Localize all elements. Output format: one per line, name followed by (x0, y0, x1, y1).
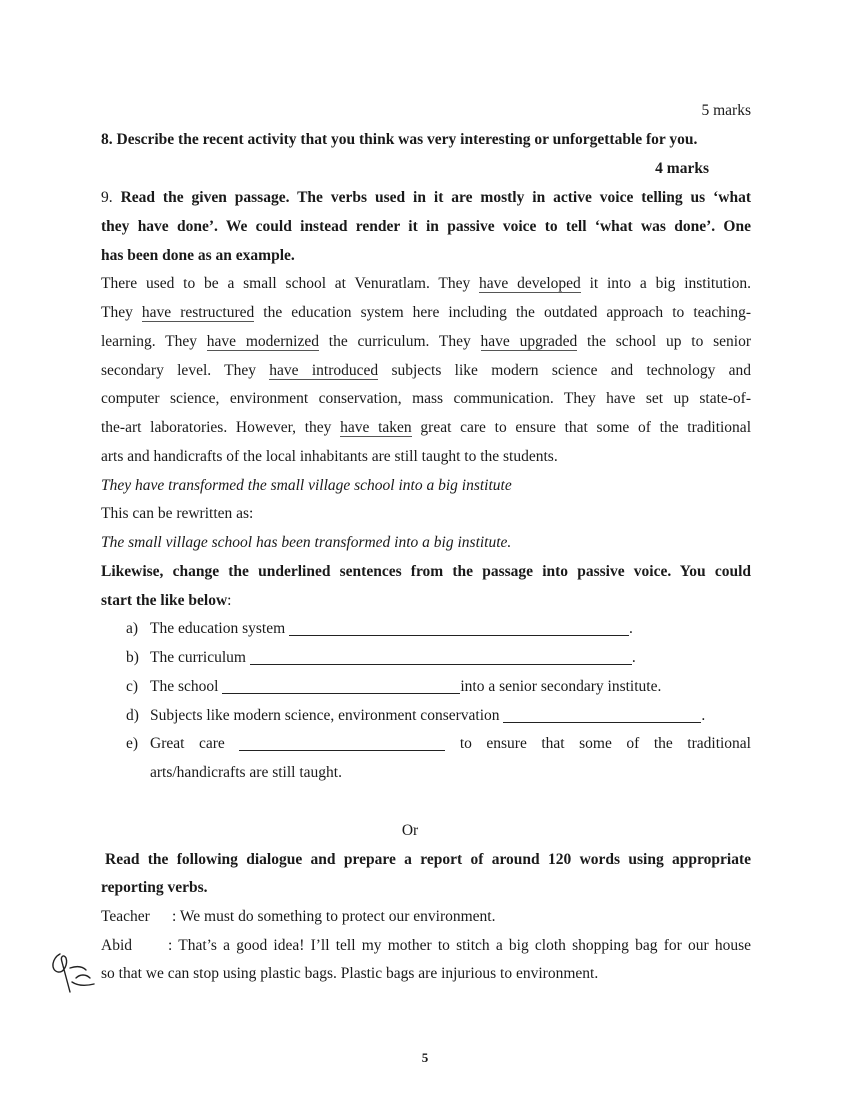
passage-line-6: the-art laboratories. However, they have taken great care to ensure that some of the traditional (101, 419, 751, 436)
answer-blank[interactable] (239, 734, 445, 751)
dialogue-intro-line-1: Read the following dialogue and prepare a report of around 120 words using appropriate (105, 851, 751, 868)
item-d: Subjects like modern science, environment conservation . (150, 707, 706, 724)
item-a: The education system . (150, 620, 633, 637)
underlined-verb: have modernized (206, 333, 320, 350)
underlined-verb: have upgraded (480, 333, 578, 350)
dialogue-intro-line-2: reporting verbs. (101, 879, 208, 896)
passage-line-1: There used to be a small school at Venuratlam. They have developed it into a big institution. (101, 275, 751, 292)
teacher-line: : We must do something to protect our environment. (172, 908, 496, 925)
example-active: They have transformed the small village school into a big institute (101, 477, 512, 494)
passage-line-3: learning. They have modernized the curriculum. They have upgraded the school up to senior (101, 333, 751, 350)
answer-blank[interactable] (222, 677, 460, 694)
item-label: d) (126, 707, 139, 724)
underlined-verb: have restructured (141, 304, 255, 321)
q9-intro-line-3: has been done as an example. (101, 247, 295, 264)
answer-blank[interactable] (289, 619, 629, 636)
underlined-verb: have developed (479, 275, 581, 292)
handwritten-signature (46, 948, 98, 998)
speaker-abid: Abid (101, 937, 132, 954)
passage-line-4: secondary level. They have introduced subjects like modern science and technology and (101, 362, 751, 379)
passage-line-5: computer science, environment conservation, mass communication. They have set up state-of- (101, 390, 751, 407)
item-label: a) (126, 620, 139, 637)
abid-line-continuation: so that we can stop using plastic bags. Plastic bags are injurious to environment. (101, 965, 599, 982)
item-label: c) (126, 678, 139, 695)
passage-line-2: They have restructured the education system here including the outdated approach to teaching- (101, 304, 751, 321)
underlined-verb: have taken (340, 419, 412, 436)
item-b: The curriculum . (150, 649, 636, 666)
item-label: b) (126, 649, 139, 666)
instruction-line-1: Likewise, change the underlined sentences from the passage into passive voice. You could (101, 563, 751, 580)
q8-question: 8. Describe the recent activity that you think was very interesting or unforgettable for you. (101, 131, 698, 148)
answer-blank[interactable] (503, 706, 701, 723)
answer-blank[interactable] (250, 648, 632, 665)
speaker-teacher: Teacher (101, 908, 150, 925)
q9-intro-line-2: they have done’. We could instead render it in passive voice to tell ‘what was done’. One (101, 218, 751, 235)
item-e: Great care to ensure that some of the traditional (150, 735, 751, 752)
passage-line-7: arts and handicrafts of the local inhabitants are still taught to the students. (101, 448, 558, 465)
rewrite-label: This can be rewritten as: (101, 505, 254, 522)
q8-marks: 4 marks (655, 160, 709, 177)
item-c: The school into a senior secondary institute. (150, 678, 662, 695)
abid-line: : That’s a good idea! I’ll tell my mother to stitch a big cloth shopping bag for our house (168, 937, 751, 954)
page-number: 5 (421, 1050, 429, 1065)
q9-intro-line-1: 9. Read the given passage. The verbs used in it are mostly in active voice telling us ‘what (101, 189, 751, 206)
item-e-continuation: arts/handicrafts are still taught. (150, 764, 342, 781)
q7-marks: 5 marks (701, 102, 751, 119)
item-label: e) (126, 735, 139, 752)
instruction-line-2: start the like below: (101, 592, 232, 609)
example-passive: The small village school has been transformed into a big institute. (101, 534, 512, 551)
underlined-verb: have introduced (269, 362, 379, 379)
or-separator: Or (401, 822, 419, 839)
